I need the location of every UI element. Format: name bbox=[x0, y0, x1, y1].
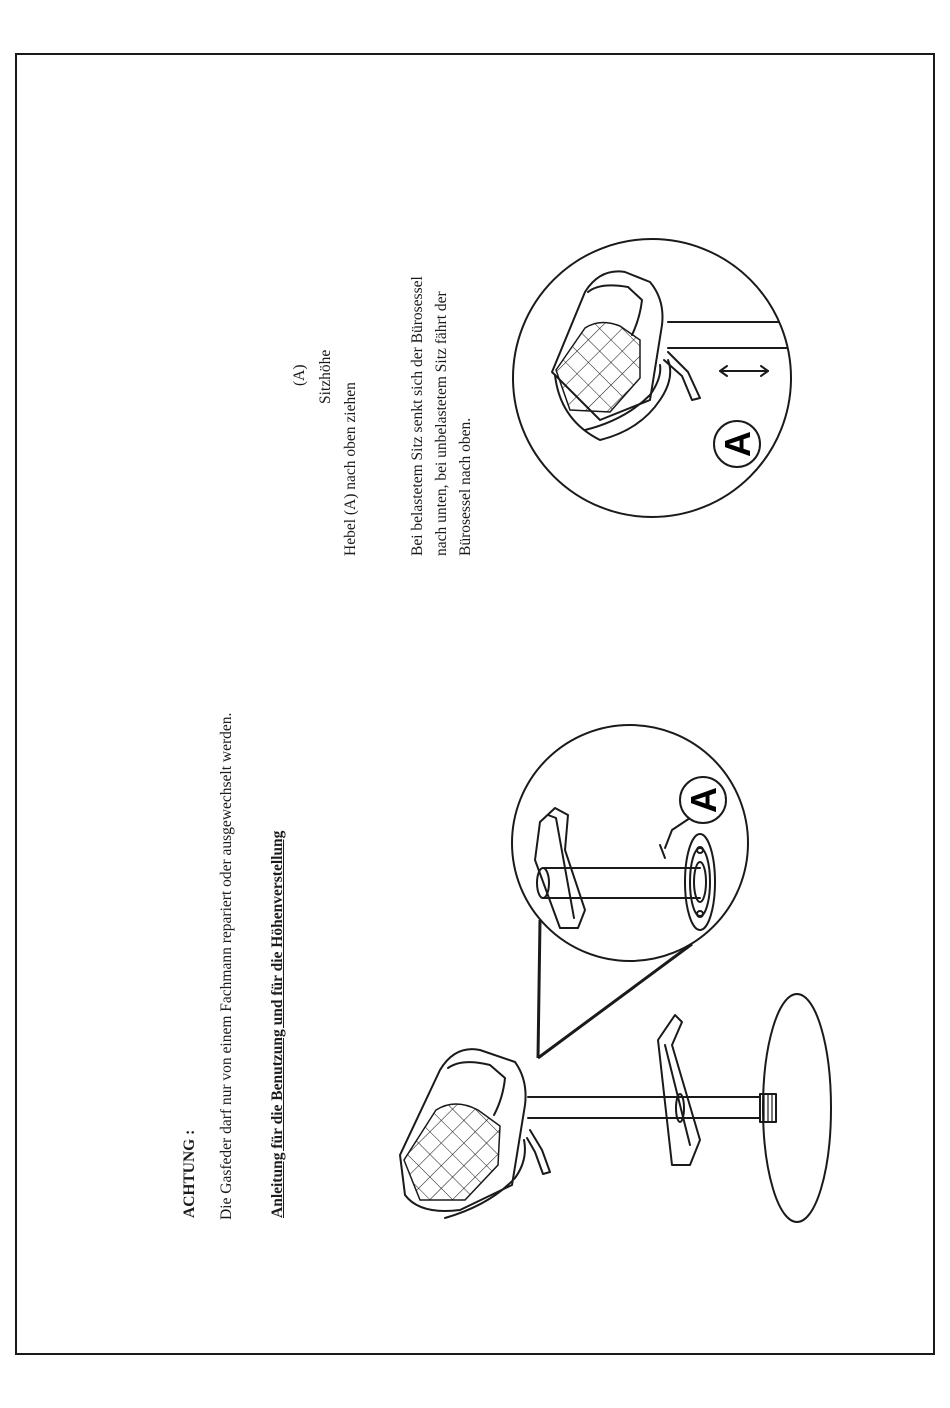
stool-base-disc bbox=[763, 994, 831, 1222]
height-instruction: Hebel (A) nach oben ziehen bbox=[342, 382, 359, 556]
height-label: Sitzhöhe bbox=[317, 349, 334, 404]
warning-heading: ACHTUNG : bbox=[181, 1129, 198, 1218]
callout-a-letter-mid: A bbox=[683, 787, 724, 813]
description-line-2: nach unten, bei unbelastetem Sitz fährt der bbox=[433, 291, 450, 556]
leader-line-1 bbox=[538, 920, 540, 1058]
description-line-1: Bei belastetem Sitz senkt sich der Bürosessel bbox=[409, 276, 426, 556]
detail-circle-mid bbox=[512, 725, 748, 961]
mount-screw-2 bbox=[697, 911, 703, 917]
leader-line-2 bbox=[538, 944, 692, 1058]
stool-lever bbox=[527, 1130, 550, 1174]
stool-footrest bbox=[658, 1015, 700, 1165]
description-line-3: Bürosessel nach oben. bbox=[457, 417, 474, 556]
instructions-title: Anleitung für die Benutzung und für die Höhenverstellung bbox=[269, 830, 286, 1218]
seat-detail-illustration bbox=[513, 239, 791, 517]
bar-stool-illustration bbox=[400, 994, 831, 1222]
warning-text: Die Gasfeder darf nur von einem Fachmann repariert oder ausgewechselt werden. bbox=[218, 712, 235, 1220]
stool-quilted-panel bbox=[404, 1104, 500, 1200]
callout-a-letter-top: A bbox=[717, 431, 758, 457]
lever-arm bbox=[665, 818, 690, 848]
lever-tip bbox=[660, 845, 665, 858]
quilted-panel bbox=[556, 322, 640, 412]
mount-screw-1 bbox=[697, 847, 703, 853]
lever-detail-illustration bbox=[512, 725, 748, 1058]
height-marker: (A) bbox=[291, 364, 308, 386]
